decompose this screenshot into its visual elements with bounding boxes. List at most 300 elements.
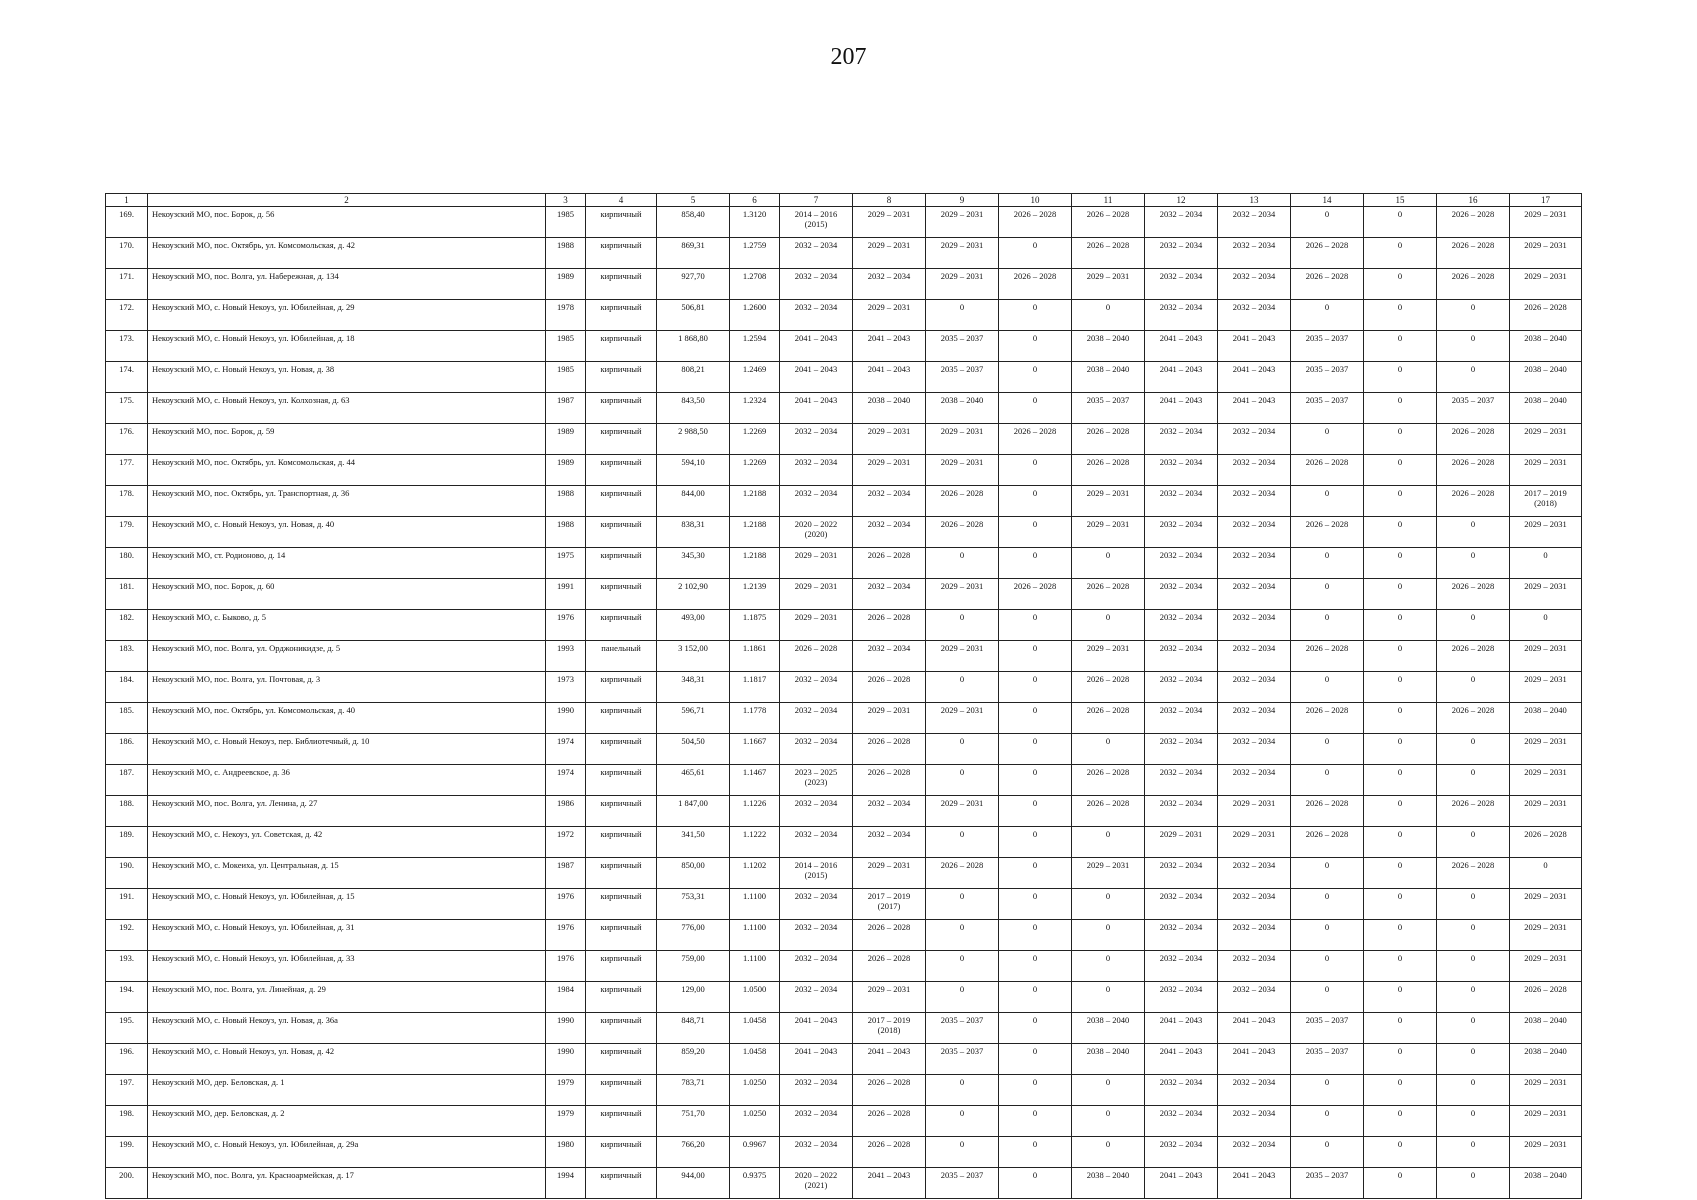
table-cell: 1.1778 (730, 703, 780, 734)
table-cell: 0 (926, 610, 999, 641)
table-cell: 0 (926, 827, 999, 858)
table-cell: 2038 – 2040 (1072, 1013, 1145, 1044)
table-row (106, 1013, 1582, 1044)
table-cell: кирпичный (586, 610, 657, 641)
table-cell: 2029 – 2031 (1510, 1137, 1582, 1168)
table-cell: 0 (999, 238, 1072, 269)
table-cell: 0 (1437, 548, 1510, 579)
period-range: 2020 – 2022 (794, 519, 838, 529)
table-cell: 0 (1364, 455, 1437, 486)
table-cell: кирпичный (586, 796, 657, 827)
table-cell: 596,71 (657, 703, 730, 734)
table-cell: 0 (1364, 920, 1437, 951)
table-cell: 129,00 (657, 982, 730, 1013)
table-cell: 0 (1364, 858, 1437, 889)
period-year: (2018) (1534, 498, 1557, 508)
table-cell: 2032 – 2034 (1145, 889, 1218, 920)
table-cell: 0 (1072, 1106, 1145, 1137)
address-cell: Некоузский МО, ст. Родионово, д. 14 (148, 548, 546, 579)
row-number-cell: 171. (106, 269, 148, 300)
table-cell: 0 (1291, 1106, 1364, 1137)
table-cell: 0 (1072, 827, 1145, 858)
address-cell: Некоузский МО, пос. Борок, д. 59 (148, 424, 546, 455)
table-cell: 2041 – 2043 (780, 1044, 853, 1075)
table-cell: панельный (586, 641, 657, 672)
table-cell: 2032 – 2034 (853, 517, 926, 548)
table-cell: 1.0250 (730, 1075, 780, 1106)
table-cell: 0 (1291, 672, 1364, 703)
row-number-cell: 181. (106, 579, 148, 610)
table-cell: 2032 – 2034 (780, 796, 853, 827)
table-row (106, 1044, 1582, 1075)
table-row (106, 610, 1582, 641)
table-cell (1510, 486, 1582, 517)
column-header-11: 11 (1072, 194, 1145, 207)
table-cell: 1988 (546, 486, 586, 517)
table-cell: 0 (1437, 672, 1510, 703)
table-cell: 2026 – 2028 (1437, 796, 1510, 827)
table-cell: 0 (1291, 1075, 1364, 1106)
table-cell: 0 (1291, 486, 1364, 517)
table-cell: 0 (1291, 982, 1364, 1013)
table-cell: 2029 – 2031 (853, 858, 926, 889)
table-cell: 2032 – 2034 (1145, 486, 1218, 517)
table-cell: 2029 – 2031 (853, 300, 926, 331)
table-cell: 2029 – 2031 (780, 579, 853, 610)
period-range: 2023 – 2025 (794, 767, 838, 777)
period-year: (2020) (804, 529, 828, 539)
row-number-cell: 196. (106, 1044, 148, 1075)
table-cell: 843,50 (657, 393, 730, 424)
table-cell: 2026 – 2028 (1437, 579, 1510, 610)
table-row (106, 765, 1582, 796)
table-cell: 2032 – 2034 (1145, 703, 1218, 734)
table-cell: 850,00 (657, 858, 730, 889)
table-cell: 2026 – 2028 (853, 765, 926, 796)
table-cell: 0 (999, 455, 1072, 486)
table-cell: 2041 – 2043 (780, 393, 853, 424)
table-cell: 1987 (546, 858, 586, 889)
table-cell: 341,50 (657, 827, 730, 858)
table-cell: 594,10 (657, 455, 730, 486)
table-cell: 2026 – 2028 (853, 548, 926, 579)
table-cell: кирпичный (586, 951, 657, 982)
table-cell: 2038 – 2040 (1072, 1168, 1145, 1199)
table-cell: 2032 – 2034 (1218, 610, 1291, 641)
table-cell: 2032 – 2034 (1145, 207, 1218, 238)
address-cell: Некоузский МО, с. Новый Некоуз, пер. Библиотечный, д. 10 (148, 734, 546, 765)
table-cell: 2029 – 2031 (1218, 827, 1291, 858)
table-cell: 1.2469 (730, 362, 780, 393)
table-cell: 2032 – 2034 (1145, 455, 1218, 486)
table-cell: 0 (1364, 331, 1437, 362)
table-cell: 2038 – 2040 (1072, 1044, 1145, 1075)
table-cell: кирпичный (586, 579, 657, 610)
table-cell: 1.2600 (730, 300, 780, 331)
table-cell: 465,61 (657, 765, 730, 796)
table-cell: 504,50 (657, 734, 730, 765)
table-cell: кирпичный (586, 1168, 657, 1199)
address-cell: Некоузский МО, с. Андреевское, д. 36 (148, 765, 546, 796)
table-cell: 1.2324 (730, 393, 780, 424)
table-cell: 2041 – 2043 (1218, 362, 1291, 393)
table-cell: 2026 – 2028 (853, 1137, 926, 1168)
table-cell: 0 (926, 1106, 999, 1137)
table-row (106, 424, 1582, 455)
table-cell: 2041 – 2043 (1218, 331, 1291, 362)
table-cell: 2032 – 2034 (1218, 269, 1291, 300)
table-cell: 1976 (546, 920, 586, 951)
table-cell: 2026 – 2028 (1291, 269, 1364, 300)
table-cell: 2026 – 2028 (1291, 517, 1364, 548)
table-cell: 0 (926, 982, 999, 1013)
table-cell: 2032 – 2034 (1145, 858, 1218, 889)
row-number-cell: 187. (106, 765, 148, 796)
table-cell: 2041 – 2043 (1145, 1168, 1218, 1199)
table-cell: 0 (999, 982, 1072, 1013)
table-cell: 2035 – 2037 (1291, 1044, 1364, 1075)
table-cell: 1989 (546, 424, 586, 455)
table-cell: 0 (926, 734, 999, 765)
column-header-2: 2 (148, 194, 546, 207)
table-cell: 0 (1364, 703, 1437, 734)
table-cell: 2032 – 2034 (1145, 424, 1218, 455)
table-row (106, 362, 1582, 393)
table-cell: 2041 – 2043 (1145, 362, 1218, 393)
table-cell: 2032 – 2034 (780, 269, 853, 300)
table-cell: кирпичный (586, 331, 657, 362)
table-cell: 2029 – 2031 (1072, 858, 1145, 889)
table-cell: 0 (1364, 827, 1437, 858)
address-cell: Некоузский МО, пос. Борок, д. 56 (148, 207, 546, 238)
table-cell: 0 (1072, 889, 1145, 920)
table-cell: кирпичный (586, 424, 657, 455)
table-cell: 0 (1291, 920, 1364, 951)
table-cell: 2032 – 2034 (1145, 1106, 1218, 1137)
table-cell: 2032 – 2034 (853, 579, 926, 610)
table-cell: 0 (999, 1044, 1072, 1075)
table-cell: 2041 – 2043 (780, 362, 853, 393)
table-cell: 0 (1364, 734, 1437, 765)
table-cell: кирпичный (586, 362, 657, 393)
table-cell: 2032 – 2034 (1218, 424, 1291, 455)
table-cell: 1974 (546, 734, 586, 765)
table-cell: кирпичный (586, 1106, 657, 1137)
table-cell: 1.2139 (730, 579, 780, 610)
table-cell: 2038 – 2040 (1510, 1044, 1582, 1075)
table-cell: 2032 – 2034 (853, 269, 926, 300)
table-cell: 2 102,90 (657, 579, 730, 610)
table-cell: 1979 (546, 1075, 586, 1106)
table-cell: 2032 – 2034 (1218, 920, 1291, 951)
period-year: (2018) (877, 1025, 901, 1035)
table-cell: 2032 – 2034 (1145, 765, 1218, 796)
table-cell: кирпичный (586, 672, 657, 703)
table-cell: 944,00 (657, 1168, 730, 1199)
row-number-cell: 180. (106, 548, 148, 579)
table-cell: 0 (926, 548, 999, 579)
table-cell: 0 (1437, 331, 1510, 362)
table-cell: 2026 – 2028 (853, 1106, 926, 1137)
row-number-cell: 177. (106, 455, 148, 486)
table-cell: 0.9375 (730, 1168, 780, 1199)
table-row (106, 331, 1582, 362)
table-cell: 0 (999, 889, 1072, 920)
table-cell: 2029 – 2031 (1510, 424, 1582, 455)
table-cell (780, 765, 853, 796)
table-cell: 759,00 (657, 951, 730, 982)
table-cell: кирпичный (586, 1137, 657, 1168)
address-cell: Некоузский МО, пос. Октябрь, ул. Комсомольская, д. 40 (148, 703, 546, 734)
table-cell: 1988 (546, 238, 586, 269)
table-cell: 2029 – 2031 (1510, 207, 1582, 238)
table-cell: 0 (1364, 765, 1437, 796)
table-cell: 2032 – 2034 (1145, 579, 1218, 610)
table-row (106, 207, 1582, 238)
table-row (106, 734, 1582, 765)
table-cell: 0 (999, 920, 1072, 951)
column-header-14: 14 (1291, 194, 1364, 207)
table-cell: 2026 – 2028 (1072, 455, 1145, 486)
table-cell: 1990 (546, 1044, 586, 1075)
address-cell: Некоузский МО, пос. Волга, ул. Ленина, д. 27 (148, 796, 546, 827)
table-cell: 859,20 (657, 1044, 730, 1075)
table-cell: 2041 – 2043 (853, 362, 926, 393)
table-cell: 2032 – 2034 (780, 300, 853, 331)
row-number-cell: 178. (106, 486, 148, 517)
table-cell: кирпичный (586, 827, 657, 858)
table-cell: 0 (1364, 207, 1437, 238)
table-cell: 0 (1291, 579, 1364, 610)
table-cell: 0 (1364, 362, 1437, 393)
table-cell: 2032 – 2034 (1218, 486, 1291, 517)
table-cell: 2035 – 2037 (1291, 393, 1364, 424)
table-cell: 1.1875 (730, 610, 780, 641)
table-cell: 348,31 (657, 672, 730, 703)
table-cell: 0 (999, 331, 1072, 362)
table-cell: 2032 – 2034 (780, 1137, 853, 1168)
table-cell: 0 (999, 486, 1072, 517)
table-cell: 776,00 (657, 920, 730, 951)
table-cell: 1.2594 (730, 331, 780, 362)
table-cell: 1993 (546, 641, 586, 672)
table-cell: 1989 (546, 455, 586, 486)
period-year: (2023) (804, 777, 828, 787)
row-number-cell: 193. (106, 951, 148, 982)
table-cell: 0 (1437, 765, 1510, 796)
table-cell: 2032 – 2034 (1145, 982, 1218, 1013)
table-cell: 2026 – 2028 (1291, 827, 1364, 858)
table-cell: 2032 – 2034 (1218, 207, 1291, 238)
table-row (106, 672, 1582, 703)
table-cell: 2026 – 2028 (1072, 424, 1145, 455)
table-cell: 0 (926, 951, 999, 982)
table-cell: 848,71 (657, 1013, 730, 1044)
table-cell: 0 (1072, 951, 1145, 982)
table-cell: 1.0458 (730, 1044, 780, 1075)
table-cell: 0 (1364, 1044, 1437, 1075)
address-cell: Некоузский МО, с. Новый Некоуз, ул. Юбилейная, д. 33 (148, 951, 546, 982)
table-cell: 0 (926, 920, 999, 951)
address-cell: Некоузский МО, пос. Волга, ул. Почтовая, д. 3 (148, 672, 546, 703)
column-header-13: 13 (1218, 194, 1291, 207)
table-cell: 0 (1364, 889, 1437, 920)
table-cell: 2041 – 2043 (1145, 393, 1218, 424)
column-header-7: 7 (780, 194, 853, 207)
table-cell: 858,40 (657, 207, 730, 238)
table-cell: 0 (1437, 610, 1510, 641)
table-cell: 1973 (546, 672, 586, 703)
table-row (106, 951, 1582, 982)
row-number-cell: 172. (106, 300, 148, 331)
row-number-cell: 186. (106, 734, 148, 765)
table-cell: 1974 (546, 765, 586, 796)
table-cell: 2029 – 2031 (1072, 269, 1145, 300)
table-cell: 0 (926, 1075, 999, 1106)
table-cell: 0 (999, 827, 1072, 858)
table-cell: 2035 – 2037 (926, 362, 999, 393)
table-cell: 2038 – 2040 (1510, 1168, 1582, 1199)
table-row (106, 1137, 1582, 1168)
table-cell: 2032 – 2034 (1218, 300, 1291, 331)
table-cell: 2035 – 2037 (1437, 393, 1510, 424)
table-cell: 0 (999, 641, 1072, 672)
table-cell: 2041 – 2043 (853, 331, 926, 362)
table-cell: 0 (1510, 610, 1582, 641)
table-cell: 1.1100 (730, 920, 780, 951)
table-cell: 0 (1437, 920, 1510, 951)
table-cell: 2029 – 2031 (853, 703, 926, 734)
table-cell: 2032 – 2034 (780, 982, 853, 1013)
table-cell: 493,00 (657, 610, 730, 641)
table-cell (853, 1013, 926, 1044)
table-cell: 2026 – 2028 (1291, 455, 1364, 486)
table-cell: 2032 – 2034 (780, 672, 853, 703)
column-header-15: 15 (1364, 194, 1437, 207)
table-cell: 2035 – 2037 (1291, 362, 1364, 393)
address-cell: Некоузский МО, с. Новый Некоуз, ул. Новая, д. 36а (148, 1013, 546, 1044)
address-cell: Некоузский МО, пос. Волга, ул. Линейная, д. 29 (148, 982, 546, 1013)
table-cell: 1976 (546, 951, 586, 982)
table-body (106, 207, 1582, 1199)
table-cell: 0 (1291, 858, 1364, 889)
address-cell: Некоузский МО, пос. Волга, ул. Красноармейская, д. 17 (148, 1168, 546, 1199)
table-cell: 844,00 (657, 486, 730, 517)
table-row (106, 486, 1582, 517)
table-cell: 0 (1072, 300, 1145, 331)
table-cell: 1985 (546, 207, 586, 238)
table-cell: 1.1202 (730, 858, 780, 889)
table-cell: 0 (1364, 796, 1437, 827)
table-cell: 2026 – 2028 (926, 858, 999, 889)
row-number-cell: 176. (106, 424, 148, 455)
table-cell: 0 (1291, 548, 1364, 579)
table-cell: 2032 – 2034 (1145, 300, 1218, 331)
table-cell: 0 (926, 889, 999, 920)
table-cell: 2041 – 2043 (1218, 1044, 1291, 1075)
table-cell: 0 (1437, 1168, 1510, 1199)
table-cell: 2032 – 2034 (1145, 269, 1218, 300)
table-cell: 2029 – 2031 (1510, 765, 1582, 796)
address-cell: Некоузский МО, пос. Октябрь, ул. Транспортная, д. 36 (148, 486, 546, 517)
table-cell: 2032 – 2034 (780, 424, 853, 455)
table-cell: 2026 – 2028 (853, 920, 926, 951)
table-cell: 2026 – 2028 (1437, 858, 1510, 889)
table-cell: 2 988,50 (657, 424, 730, 455)
table-cell: 1976 (546, 610, 586, 641)
table-row (106, 641, 1582, 672)
table-cell: 2026 – 2028 (1072, 703, 1145, 734)
table-cell: 0 (1364, 393, 1437, 424)
table-cell: 2029 – 2031 (1510, 889, 1582, 920)
table-cell: 0 (1364, 951, 1437, 982)
period-range: 2017 – 2019 (867, 891, 911, 901)
table-cell: 2032 – 2034 (1145, 517, 1218, 548)
table-cell: 2029 – 2031 (1510, 579, 1582, 610)
table-row (106, 579, 1582, 610)
table-cell: 0 (999, 548, 1072, 579)
table-cell: 0 (1364, 517, 1437, 548)
table-cell: 2029 – 2031 (1510, 641, 1582, 672)
table-row (106, 1168, 1582, 1199)
table-cell: кирпичный (586, 765, 657, 796)
table-cell: 2032 – 2034 (780, 703, 853, 734)
address-cell: Некоузский МО, с. Новый Некоуз, ул. Колхозная, д. 63 (148, 393, 546, 424)
table-cell: 2041 – 2043 (1218, 393, 1291, 424)
table-cell: 2026 – 2028 (1072, 207, 1145, 238)
table-cell: 808,21 (657, 362, 730, 393)
row-number-cell: 198. (106, 1106, 148, 1137)
table-cell: 0 (1291, 424, 1364, 455)
table-cell: 2032 – 2034 (1218, 1075, 1291, 1106)
table-row (106, 300, 1582, 331)
address-cell: Некоузский МО, с. Новый Некоуз, ул. Новая, д. 40 (148, 517, 546, 548)
table-cell: 0 (1364, 672, 1437, 703)
table-cell: 2032 – 2034 (1218, 641, 1291, 672)
table-cell: 2032 – 2034 (853, 796, 926, 827)
column-header-6: 6 (730, 194, 780, 207)
table-cell: 2035 – 2037 (926, 1168, 999, 1199)
table-cell: 2026 – 2028 (1072, 672, 1145, 703)
table-cell: кирпичный (586, 1075, 657, 1106)
data-table-container (105, 193, 1582, 1199)
table-cell: 1978 (546, 300, 586, 331)
table-cell: 2029 – 2031 (926, 424, 999, 455)
table-row (106, 982, 1582, 1013)
table-cell: 2029 – 2031 (853, 238, 926, 269)
table-cell: 0 (999, 951, 1072, 982)
table-cell: 2029 – 2031 (853, 207, 926, 238)
table-cell: 2035 – 2037 (926, 1044, 999, 1075)
table-cell: 1 847,00 (657, 796, 730, 827)
table-cell: 2026 – 2028 (1072, 238, 1145, 269)
table-cell: 2026 – 2028 (1437, 238, 1510, 269)
table-cell: 1987 (546, 393, 586, 424)
table-cell: 1975 (546, 548, 586, 579)
table-cell: 2041 – 2043 (1145, 331, 1218, 362)
table-cell: 2029 – 2031 (780, 610, 853, 641)
table-cell: 1 868,80 (657, 331, 730, 362)
table-cell: 0 (1072, 610, 1145, 641)
table-cell: 2032 – 2034 (1218, 517, 1291, 548)
table-cell: 2026 – 2028 (926, 517, 999, 548)
row-number-cell: 169. (106, 207, 148, 238)
table-cell: 1.1100 (730, 889, 780, 920)
table-cell: 0 (999, 300, 1072, 331)
table-cell: 0 (999, 610, 1072, 641)
table-cell: 2041 – 2043 (853, 1044, 926, 1075)
table-cell (780, 517, 853, 548)
